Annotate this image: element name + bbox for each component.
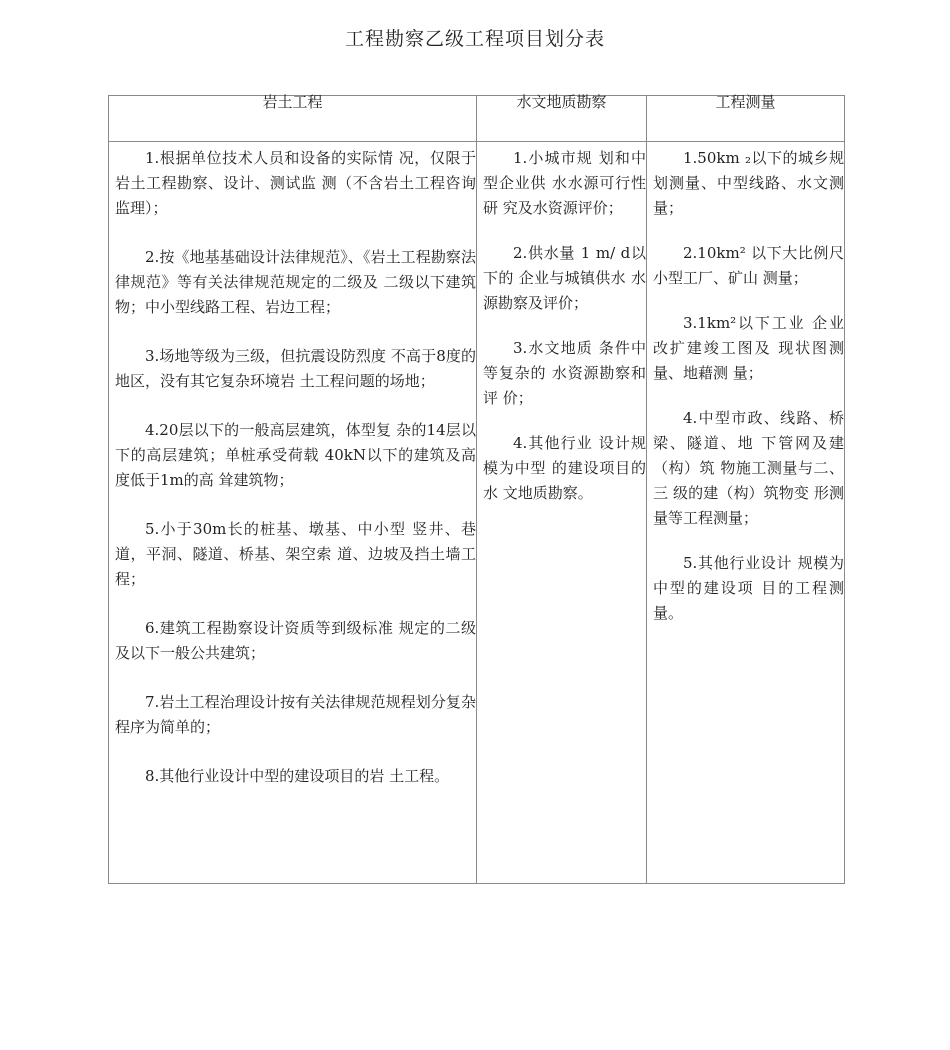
header-geotechnical: 岩土工程 xyxy=(109,96,477,142)
table-header-row xyxy=(109,96,845,142)
hydrogeology-item: 4.其他行业 设计规模为中型 的建设项目的水 文地质勘察。 xyxy=(483,434,646,502)
hydrogeology-item: 1.小城市规 划和中型企业供 水水源可行性研 究及水资源评价； xyxy=(483,149,646,217)
geotechnical-item: 6.建筑工程勘察设计资质等到级标准 规定的二级及以下一般公共建筑； xyxy=(115,619,476,662)
surveying-item: 5.其他行业设计 规模为中型的建设项 目的工程测量。 xyxy=(653,554,844,622)
table-body-row xyxy=(109,142,845,884)
surveying-item: 2.10km² 以下大比例尺小型工厂、矿山 测量； xyxy=(653,244,844,287)
geotechnical-cell xyxy=(109,142,477,884)
surveying-cell xyxy=(647,142,845,884)
geotechnical-item: 4.20层以下的一般高层建筑，体型复 杂的14层以下的高层建筑；单桩承受荷载 40kN以下的建筑及高度低于1m的高 耸建筑物； xyxy=(115,421,476,489)
geotechnical-item: 5.小于30m长的桩基、墩基、中小型 竖井、巷道，平洞、隧道、桥基、架空索 道、边坡及挡土墙工程； xyxy=(115,520,476,588)
geotechnical-item: 1.根据单位技术人员和设备的实际情 况，仅限于岩土工程勘察、设计、测试监 测（不含岩土工程咨询监理）； xyxy=(115,149,476,217)
header-hydrogeology: 水文地质勘察 xyxy=(477,96,647,142)
project-classification-table xyxy=(108,95,845,884)
geotechnical-item: 3.场地等级为三级，但抗震设防烈度 不高于8度的地区，没有其它复杂环境岩 土工程问题的场地； xyxy=(115,347,476,390)
hydrogeology-cell xyxy=(477,142,647,884)
surveying-item: 1.50km ₂以下的城乡规划测量、中型线路、水文测量； xyxy=(653,149,844,217)
geotechnical-item: 8.其他行业设计中型的建设项目的岩 土工程。 xyxy=(145,767,450,785)
geotechnical-item: 2.按《地基基础设计法律规范》、《岩土工程勘察法律规范》等有关法律规范规定的二级及 二级以下建筑物；中小型线路工程、岩边工程； xyxy=(115,248,476,316)
header-surveying: 工程测量 xyxy=(647,96,845,142)
geotechnical-item: 7.岩土工程治理设计按有关法律规范规程划分复杂程序为简单的； xyxy=(115,693,476,736)
hydrogeology-item: 3.水文地质 条件中等复杂的 水资源勘察和评 价； xyxy=(483,339,646,407)
surveying-item: 4.中型市政、线路、桥梁、隧道、地 下管网及建（构）筑 物施工测量与二、三 级的建（构）筑物变 形测量等工程测量； xyxy=(653,409,844,527)
page-title: 工程勘察乙级工程项目划分表 xyxy=(344,28,605,50)
hydrogeology-item: 2.供水量 1 m/ d以下的 企业与城镇供水 水源勘察及评价； xyxy=(483,244,646,312)
surveying-item: 3.1km²以下工业 企业改扩建竣工图及 现状图测量、地藉测 量； xyxy=(653,314,844,382)
